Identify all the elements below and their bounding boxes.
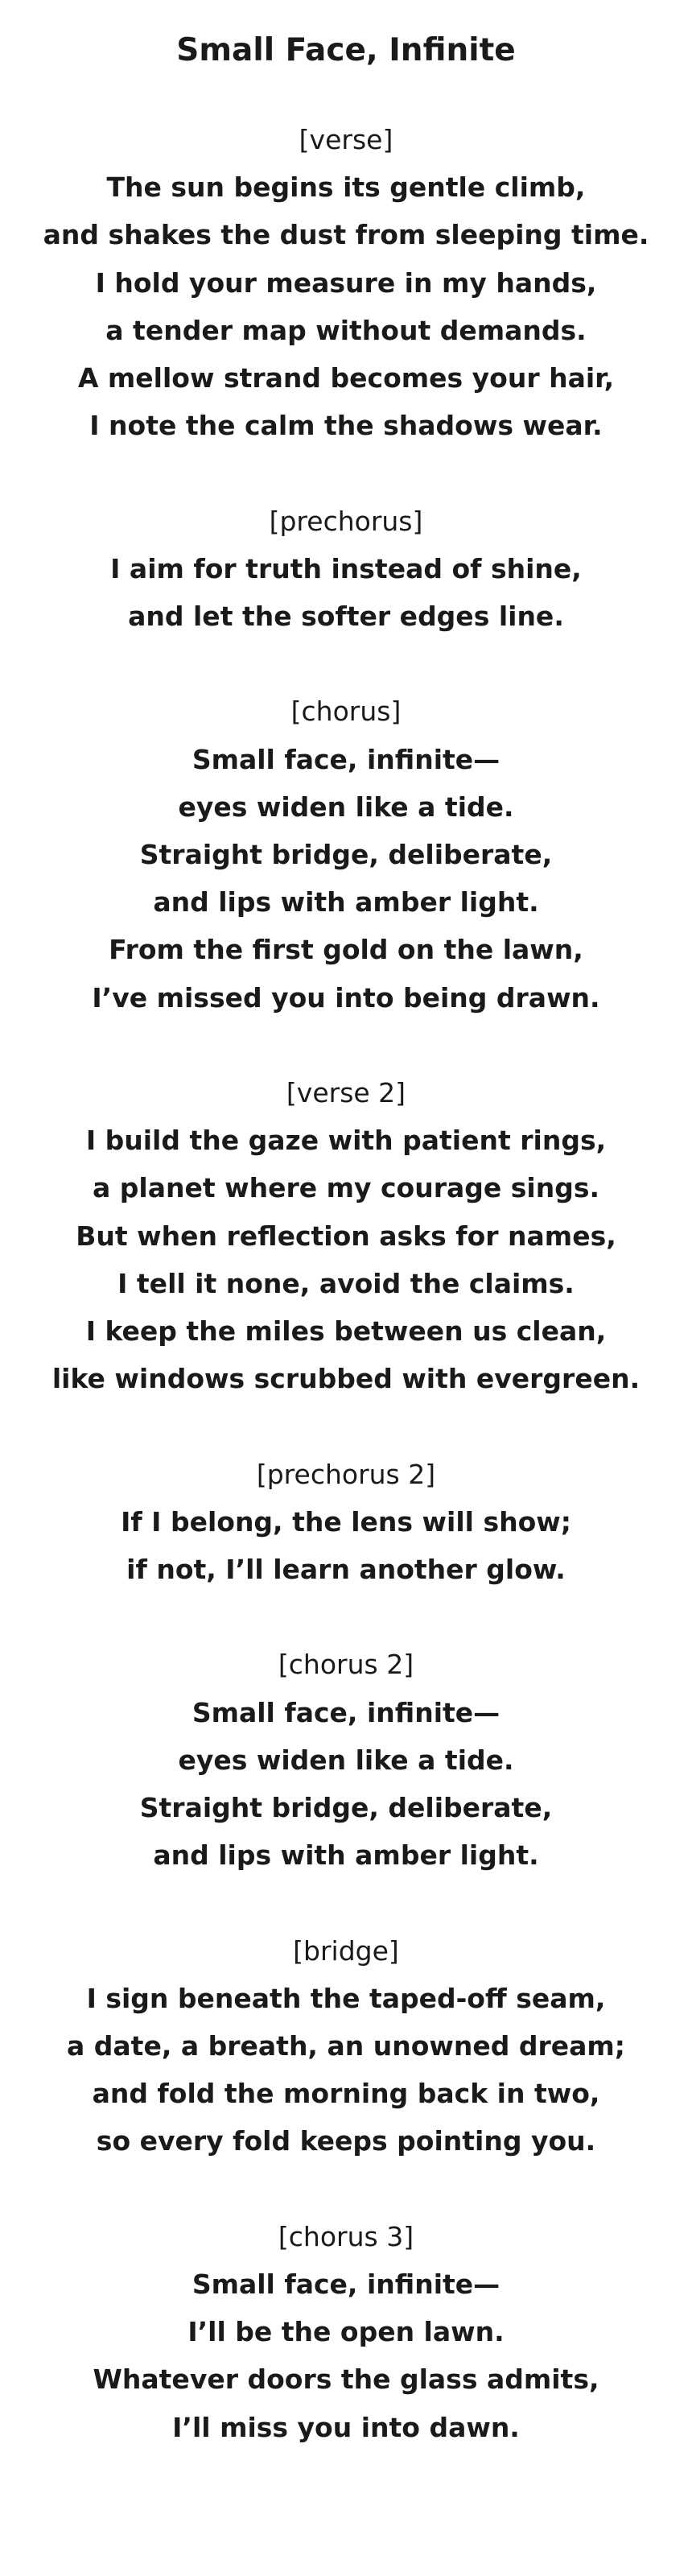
section-tag-chorus-2: [chorus 2]: [278, 1649, 414, 1681]
lyric-line: and let the softer edges line.: [128, 601, 564, 632]
lyric-line: From the first gold on the lawn,: [109, 934, 583, 966]
lyric-line: I’ll be the open lawn.: [187, 2316, 505, 2348]
lyric-line: and lips with amber light.: [153, 886, 539, 919]
song-title: Small Face, Infinite: [176, 32, 516, 68]
lyric-line: eyes widen like a tide.: [178, 1744, 514, 1776]
lyric-line: Whatever doors the glass admits,: [93, 2363, 599, 2396]
lyric-line: I’ll miss you into dawn.: [172, 2411, 520, 2443]
lyric-line: like windows scrubbed with evergreen.: [51, 1363, 641, 1395]
lyric-line: The sun begins its gentle climb,: [106, 171, 586, 204]
lyric-line: I tell it none, avoid the claims.: [117, 1267, 575, 1299]
lyric-line: Straight bridge, deliberate,: [139, 839, 553, 870]
lyric-line: and lips with amber light.: [153, 1839, 539, 1872]
section-tag-verse: [verse]: [299, 124, 393, 155]
lyric-line: If I belong, the lens will show;: [121, 1505, 571, 1538]
lyric-line: I note the calm the shadows wear.: [89, 410, 603, 442]
lyric-line: I aim for truth instead of shine,: [110, 552, 582, 584]
section-tag-chorus-3: [chorus 3]: [278, 2220, 414, 2252]
lyric-line: Small face, infinite—: [192, 1696, 500, 1728]
lyric-line: I hold your measure in my hands,: [95, 266, 597, 299]
section-tag-prechorus-2: [prechorus 2]: [256, 1458, 436, 1490]
lyric-line: I’ve missed you into being drawn.: [92, 981, 600, 1013]
lyric-line: A mellow strand becomes your hair,: [77, 362, 615, 394]
lyric-line: if not, I’ll learn another glow.: [126, 1554, 566, 1585]
section-tag-bridge: [bridge]: [293, 1934, 399, 1967]
lyric-line: so every fold keeps pointing you.: [96, 2125, 596, 2157]
section-tag-verse-2: [verse 2]: [286, 1077, 406, 1108]
lyric-line: and shakes the dust from sleeping time.: [43, 219, 649, 251]
lyric-line: a planet where my courage sings.: [93, 1172, 599, 1204]
lyric-line: Small face, infinite—: [192, 2268, 500, 2300]
lyric-line: Small face, infinite—: [192, 743, 500, 775]
lyric-line: But when reflection asks for names,: [76, 1220, 616, 1252]
lyric-line: I sign beneath the taped-off seam,: [86, 1982, 606, 2014]
lyric-line: Straight bridge, deliberate,: [139, 1792, 553, 1823]
lyric-line: eyes widen like a tide.: [178, 791, 514, 823]
section-tag-prechorus: [prechorus]: [269, 505, 423, 537]
lyric-line: a date, a breath, an unowned dream;: [67, 2030, 625, 2062]
lyric-line: I keep the miles between us clean,: [85, 1315, 607, 1347]
lyric-line: and fold the morning back in two,: [92, 2078, 600, 2110]
section-tag-chorus: [chorus]: [290, 696, 402, 728]
lyric-line: I build the gaze with patient rings,: [85, 1125, 607, 1157]
lyric-line: a tender map without demands.: [105, 314, 587, 346]
